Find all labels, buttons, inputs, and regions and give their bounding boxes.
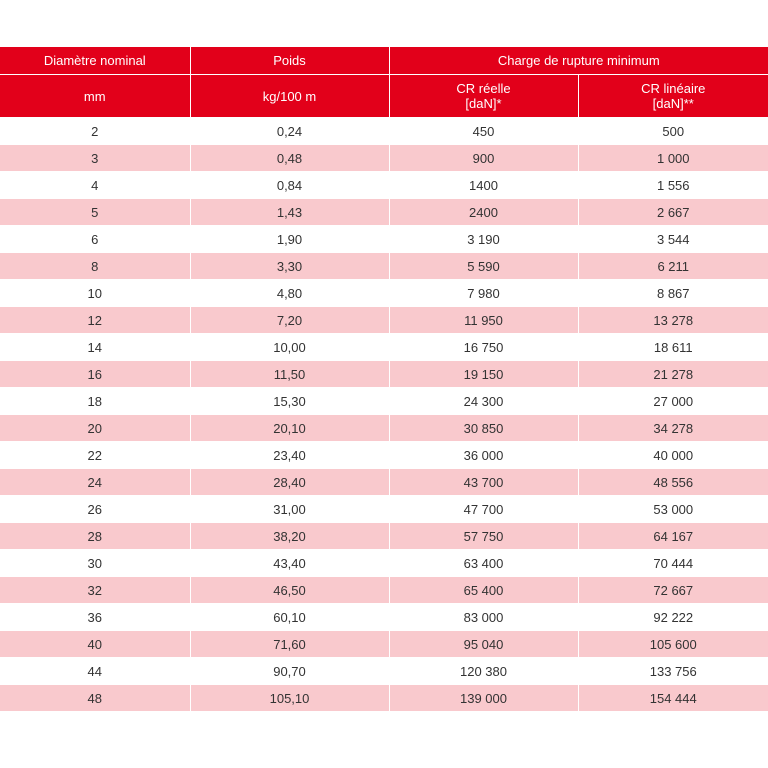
cell-cr-lineaire: 1 000 [578, 145, 768, 172]
table-row [0, 496, 768, 523]
cell-diametre: 28 [0, 523, 190, 550]
cell-poids: 90,70 [190, 658, 389, 685]
cell-diametre: 6 [0, 226, 190, 253]
table-row [0, 334, 768, 361]
cell-cr-reelle: 43 700 [389, 469, 578, 496]
cell-poids: 60,10 [190, 604, 389, 631]
cell-cr-lineaire: 34 278 [578, 415, 768, 442]
table-header [0, 47, 768, 118]
cell-cr-lineaire: 13 278 [578, 307, 768, 334]
cell-cr-reelle: 16 750 [389, 334, 578, 361]
cell-poids: 28,40 [190, 469, 389, 496]
header-cr-lineaire [578, 75, 768, 118]
cell-poids: 3,30 [190, 253, 389, 280]
cell-poids: 0,24 [190, 118, 389, 145]
cell-poids: 71,60 [190, 631, 389, 658]
table-row [0, 172, 768, 199]
table-row [0, 658, 768, 685]
cell-cr-lineaire: 154 444 [578, 685, 768, 712]
cell-cr-reelle: 24 300 [389, 388, 578, 415]
cell-cr-lineaire: 21 278 [578, 361, 768, 388]
cell-poids: 1,43 [190, 199, 389, 226]
cell-cr-lineaire: 40 000 [578, 442, 768, 469]
cell-diametre: 18 [0, 388, 190, 415]
cell-poids: 23,40 [190, 442, 389, 469]
cell-cr-lineaire: 105 600 [578, 631, 768, 658]
cell-cr-lineaire: 3 544 [578, 226, 768, 253]
table-row [0, 118, 768, 145]
cell-poids: 31,00 [190, 496, 389, 523]
cell-poids: 38,20 [190, 523, 389, 550]
cell-cr-reelle: 65 400 [389, 577, 578, 604]
cell-diametre: 5 [0, 199, 190, 226]
cell-diametre: 14 [0, 334, 190, 361]
cell-diametre: 12 [0, 307, 190, 334]
cell-poids: 20,10 [190, 415, 389, 442]
cell-cr-reelle: 450 [389, 118, 578, 145]
spec-table-container [0, 47, 768, 712]
cell-cr-lineaire: 500 [578, 118, 768, 145]
cell-diametre: 10 [0, 280, 190, 307]
cell-cr-reelle: 47 700 [389, 496, 578, 523]
cell-cr-lineaire: 6 211 [578, 253, 768, 280]
cell-diametre: 32 [0, 577, 190, 604]
cell-cr-reelle: 83 000 [389, 604, 578, 631]
cell-cr-lineaire: 72 667 [578, 577, 768, 604]
cell-cr-reelle: 2400 [389, 199, 578, 226]
header-diametre-nominal: Diamètre nominal [0, 47, 190, 75]
cell-cr-reelle: 120 380 [389, 658, 578, 685]
table-row [0, 415, 768, 442]
cell-cr-reelle: 7 980 [389, 280, 578, 307]
cell-diametre: 36 [0, 604, 190, 631]
table-row [0, 523, 768, 550]
cell-diametre: 4 [0, 172, 190, 199]
cell-cr-reelle: 139 000 [389, 685, 578, 712]
cell-diametre: 48 [0, 685, 190, 712]
cell-poids: 15,30 [190, 388, 389, 415]
cell-poids: 1,90 [190, 226, 389, 253]
cell-cr-reelle: 1400 [389, 172, 578, 199]
cell-diametre: 26 [0, 496, 190, 523]
table-row [0, 469, 768, 496]
cell-cr-reelle: 3 190 [389, 226, 578, 253]
table-row [0, 577, 768, 604]
cell-diametre: 40 [0, 631, 190, 658]
cell-cr-lineaire: 92 222 [578, 604, 768, 631]
cell-cr-lineaire: 2 667 [578, 199, 768, 226]
cell-diametre: 16 [0, 361, 190, 388]
cell-cr-lineaire: 64 167 [578, 523, 768, 550]
cell-poids: 46,50 [190, 577, 389, 604]
table-row [0, 199, 768, 226]
header-cr-reelle-unit: [daN]* [465, 96, 502, 111]
cell-cr-lineaire: 70 444 [578, 550, 768, 577]
table-row [0, 631, 768, 658]
cell-cr-reelle: 30 850 [389, 415, 578, 442]
header-cr-lineaire-unit: [daN]** [652, 96, 694, 111]
cell-cr-reelle: 5 590 [389, 253, 578, 280]
cell-cr-reelle: 95 040 [389, 631, 578, 658]
cell-cr-reelle: 19 150 [389, 361, 578, 388]
cell-cr-lineaire: 18 611 [578, 334, 768, 361]
table-row [0, 550, 768, 577]
cell-poids: 11,50 [190, 361, 389, 388]
cell-cr-reelle: 900 [389, 145, 578, 172]
table-row [0, 685, 768, 712]
cell-cr-lineaire: 1 556 [578, 172, 768, 199]
table-row [0, 226, 768, 253]
cell-diametre: 22 [0, 442, 190, 469]
header-unit-poids: kg/100 m [190, 75, 389, 118]
cell-poids: 0,48 [190, 145, 389, 172]
table-row [0, 145, 768, 172]
cell-diametre: 24 [0, 469, 190, 496]
header-row-2 [0, 75, 768, 118]
header-cr-reelle [389, 75, 578, 118]
cell-cr-reelle: 11 950 [389, 307, 578, 334]
header-unit-diametre: mm [0, 75, 190, 118]
cell-diametre: 2 [0, 118, 190, 145]
cell-diametre: 44 [0, 658, 190, 685]
table-row [0, 388, 768, 415]
cell-cr-lineaire: 53 000 [578, 496, 768, 523]
cell-poids: 10,00 [190, 334, 389, 361]
cell-cr-reelle: 63 400 [389, 550, 578, 577]
header-cr-reelle-label: CR réelle [456, 81, 511, 96]
header-poids: Poids [190, 47, 389, 75]
cell-diametre: 8 [0, 253, 190, 280]
table-row [0, 604, 768, 631]
header-row-1 [0, 47, 768, 75]
table-row [0, 442, 768, 469]
cell-poids: 0,84 [190, 172, 389, 199]
table-row [0, 361, 768, 388]
cell-cr-reelle: 57 750 [389, 523, 578, 550]
cell-cr-lineaire: 133 756 [578, 658, 768, 685]
cell-poids: 43,40 [190, 550, 389, 577]
cell-cr-lineaire: 8 867 [578, 280, 768, 307]
cell-poids: 7,20 [190, 307, 389, 334]
spec-table [0, 47, 768, 712]
cell-diametre: 30 [0, 550, 190, 577]
table-row [0, 280, 768, 307]
table-row [0, 253, 768, 280]
cell-cr-lineaire: 48 556 [578, 469, 768, 496]
cell-poids: 4,80 [190, 280, 389, 307]
header-charge-rupture: Charge de rupture minimum [389, 47, 768, 75]
cell-cr-reelle: 36 000 [389, 442, 578, 469]
cell-cr-lineaire: 27 000 [578, 388, 768, 415]
table-body [0, 118, 768, 712]
cell-diametre: 20 [0, 415, 190, 442]
header-cr-lineaire-label: CR linéaire [641, 81, 706, 96]
table-row [0, 307, 768, 334]
cell-diametre: 3 [0, 145, 190, 172]
cell-poids: 105,10 [190, 685, 389, 712]
